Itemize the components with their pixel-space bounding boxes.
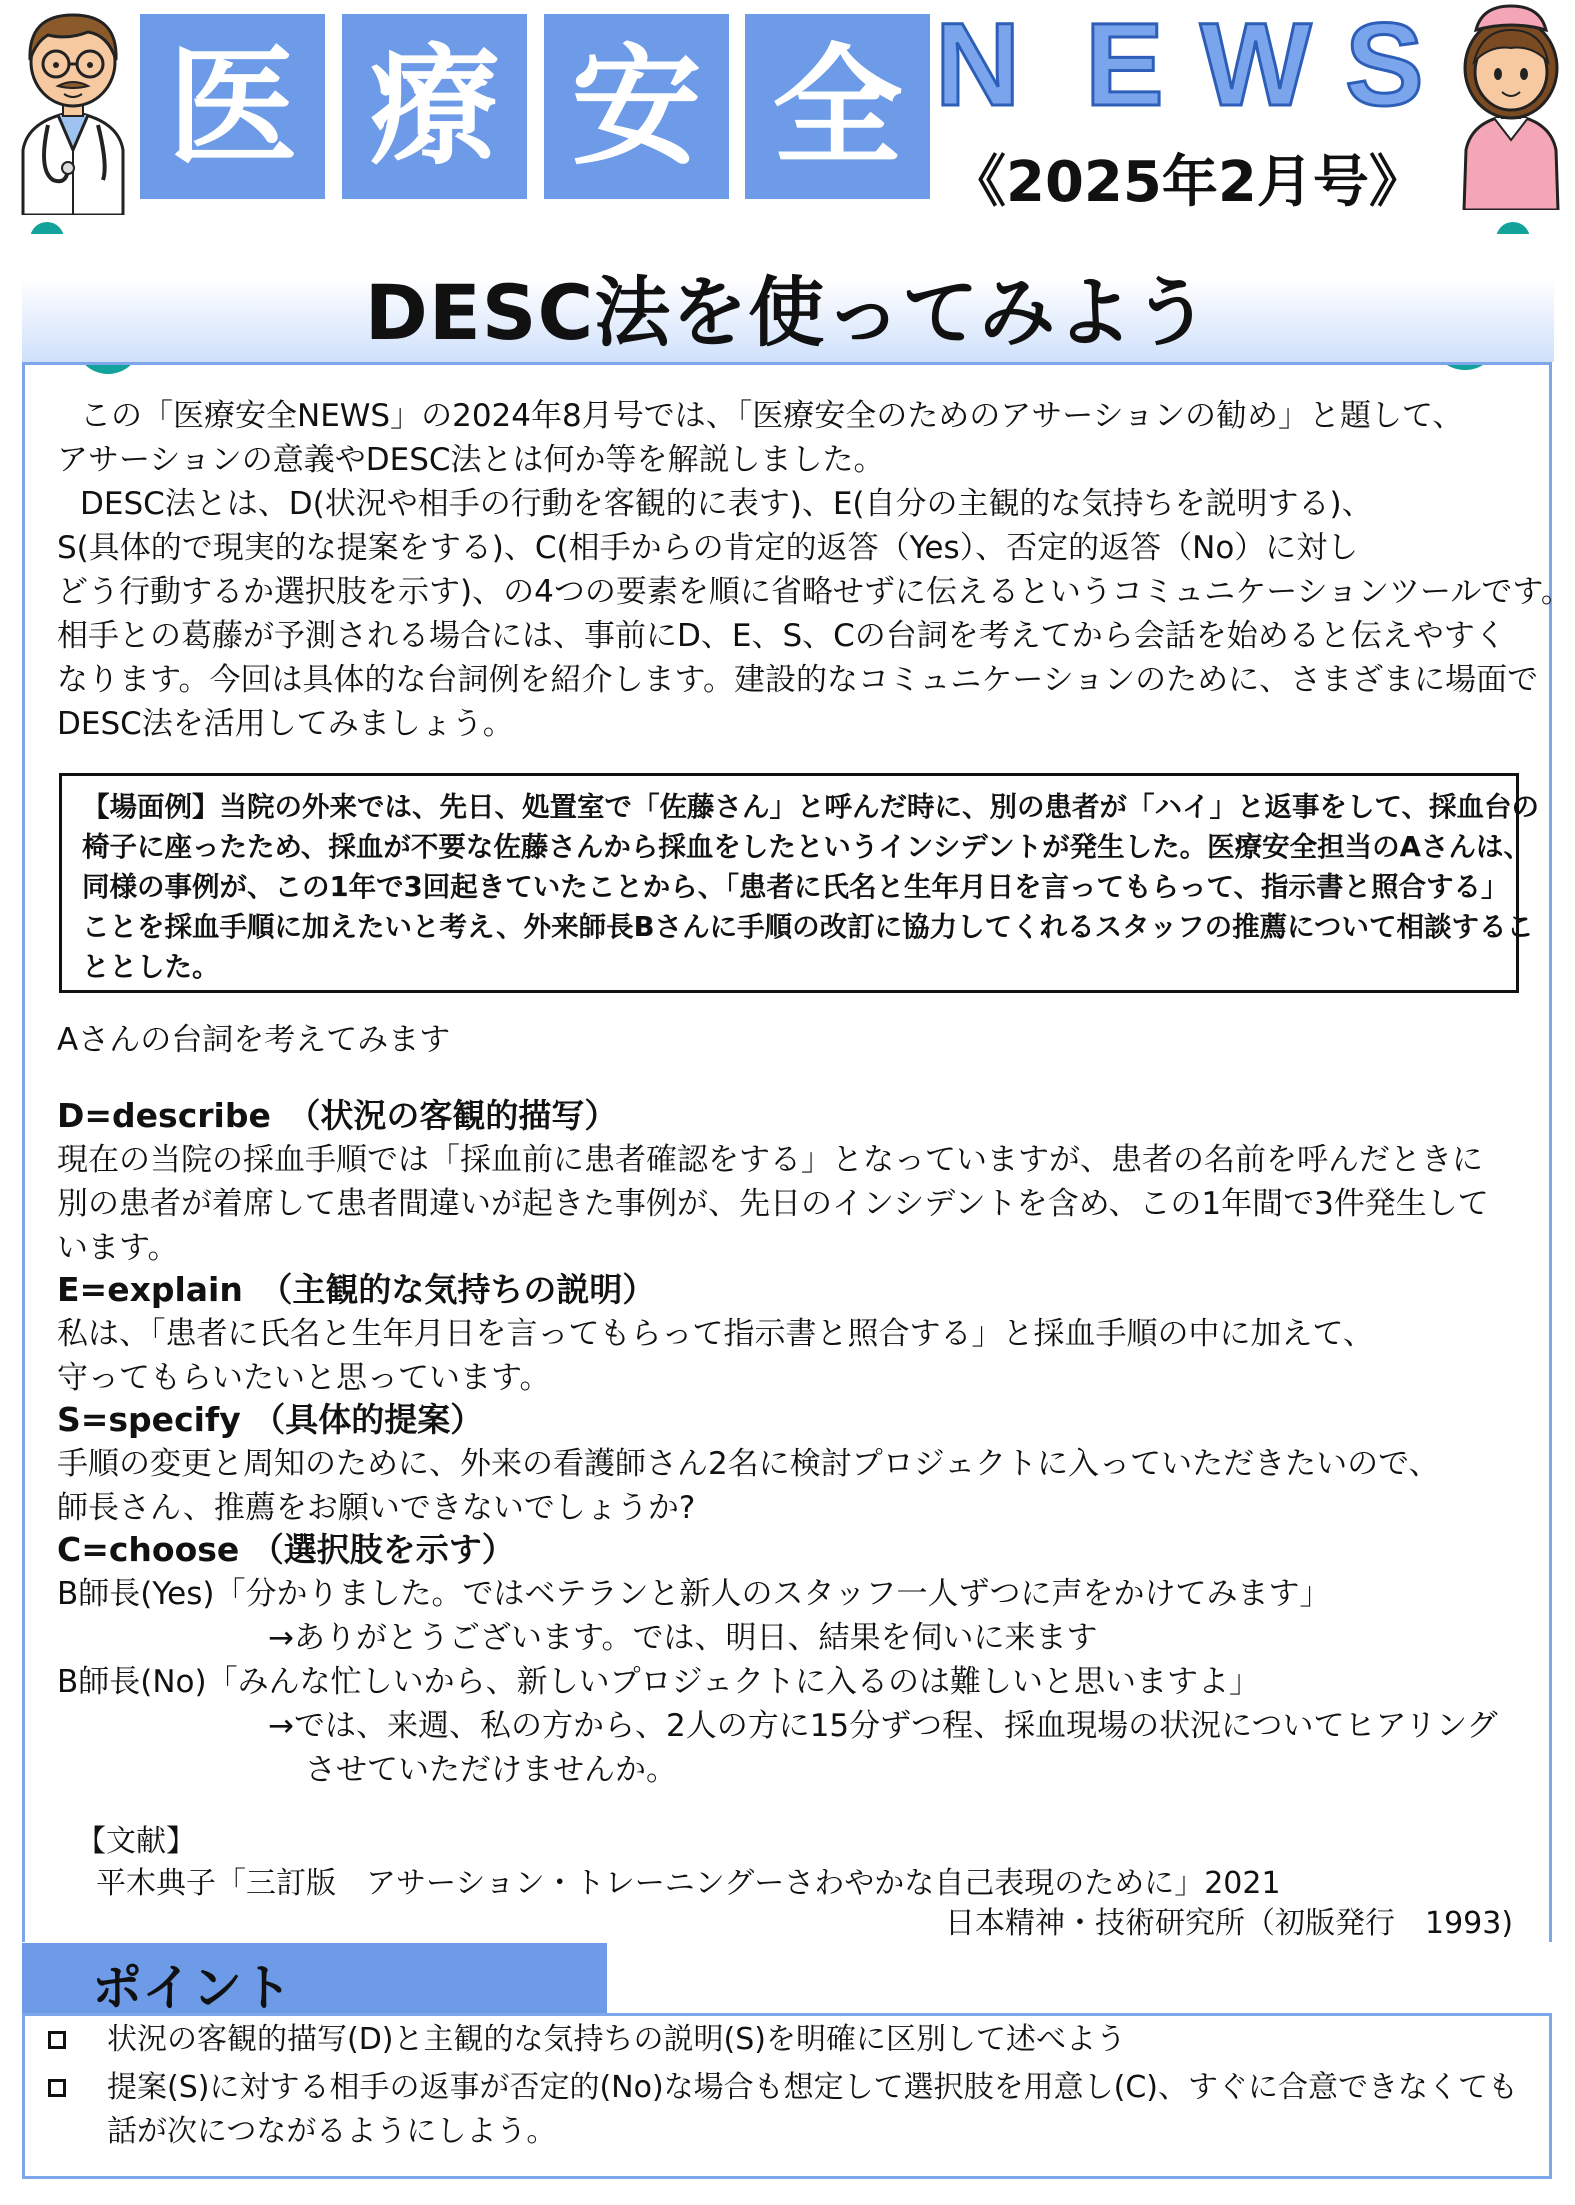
news-letter-n: N — [935, 0, 1021, 131]
title-char-2: 療 — [342, 14, 527, 199]
intro-line: S(具体的で現実的な提案をする)、C(相手からの肯定的返答（Yes）、否定的返答（No）に対し — [57, 530, 1359, 566]
intro-line: DESC法とは、D(状況や相手の行動を客観的に表す)、E(自分の主観的な気持ちを説明する)、 — [80, 486, 1373, 522]
e-line: 守ってもらいたいと思っています。 — [57, 1360, 551, 1396]
d-line: います。 — [57, 1230, 179, 1266]
headline: DESC法を使ってみよう — [364, 268, 1211, 357]
news-letter-e: E — [1085, 0, 1164, 131]
point-item-2: 提案(S)に対する相手の返事が否定的(No)な場合も想定して選択肢を用意し(C)、すぐに合意できなくても — [107, 2070, 1519, 2105]
title-char-4: 全 — [745, 14, 930, 199]
c-heading: C=choose （選択肢を示す） — [57, 1530, 515, 1569]
title-char-3: 安 — [544, 14, 729, 199]
s-heading: S=specify （具体的提案） — [57, 1400, 484, 1439]
s-line: 手順の変更と周知のために、外来の看護師さん2名に検討プロジェクトに入っていただきたいので、 — [57, 1446, 1440, 1482]
nurse-illustration — [1452, 0, 1570, 210]
e-line: 私は、「患者に氏名と生年月日を言ってもらって指示書と照合する」と採血手順の中に加えて、 — [57, 1316, 1374, 1352]
c-no-line: B師長(No)「みんな忙しいから、新しいプロジェクトに入るのは難しいと思いますよ」 — [57, 1664, 1260, 1700]
d-heading: D=describe （状況の客観的描写） — [57, 1096, 618, 1135]
e-heading: E=explain （主観的な気持ちの説明） — [57, 1270, 656, 1309]
c-yes-reply: →ありがとうございます。では、明日、結果を伺いに来ます — [268, 1620, 1098, 1656]
intro-line: DESC法を活用してみましょう。 — [57, 706, 514, 742]
c-yes-line: B師長(Yes)「分かりました。ではベテランと新人のスタッフ一人ずつに声をかけてみます」 — [57, 1576, 1331, 1612]
news-letter-w: W — [1200, 0, 1312, 131]
scene-line: 同様の事例が、この1年で3回起きていたことから、「患者に氏名と生年月日を言ってもらって、指示書と照合する」 — [82, 871, 1509, 903]
point-item-2-cont: 話が次につながるようにしよう。 — [107, 2114, 557, 2149]
scene-line: 【場面例】当院の外来では、先日、処置室で「佐藤さん」と呼んだ時に、別の患者が「ハイ」と返事をして、採血台の — [82, 791, 1539, 823]
intro-line: アサーションの意義やDESC法とは何か等を解説しました。 — [57, 442, 885, 478]
point-item-1: 状況の客観的描写(D)と主観的な気持ちの説明(S)を明確に区別して述べよう — [107, 2022, 1126, 2057]
intro-line: なります。今回は具体的な台詞例を紹介します。建設的なコミュニケーションのために、さまざまに場面で — [57, 662, 1539, 698]
issue-date: 《2025年2月号》 — [950, 150, 1425, 215]
c-no-reply-cont: させていただけませんか。 — [305, 1752, 677, 1788]
s-line: 師長さん、推薦をお願いできないでしょうか? — [57, 1490, 696, 1526]
checkbox-icon — [48, 2031, 66, 2049]
scene-example-box — [59, 773, 1539, 993]
scene-line: ととした。 — [82, 951, 220, 983]
intro-line: 相手との葛藤が予測される場合には、事前にD、E、S、Cの台詞を考えてから会話を始めると伝えやすく — [57, 618, 1506, 654]
reference-citation: 平木典子「三訂版 アサーション・トレーニングーさわやかな自己表現のために」2021 — [96, 1866, 1281, 1901]
news-letter-s: S — [1345, 0, 1424, 131]
reference-label: 【文献】 — [76, 1824, 196, 1859]
scene-line: ことを採血手順に加えたいと考え、外来師長Bさんに手順の改訂に協力してくれるスタッフの推薦について相談するこ — [82, 911, 1535, 943]
intro-line: この「医療安全NEWS」の2024年8月号では、「医療安全のためのアサーションの勧め」と題して、 — [80, 398, 1464, 434]
lead-text: Aさんの台詞を考えてみます — [57, 1022, 451, 1058]
checkbox-icon — [48, 2079, 66, 2097]
scene-line: 椅子に座ったため、採血が不要な佐藤さんから採血をしたというインシデントが発生した。医療安全担当のAさんは、 — [82, 831, 1531, 863]
d-line: 現在の当院の採血手順では「採血前に患者確認をする」となっていますが、患者の名前を呼んだときに — [57, 1142, 1483, 1178]
doctor-illustration — [8, 0, 138, 215]
intro-line: どう行動するか選択肢を示す)、の4つの要素を順に省略せずに伝えるというコミュニケーションツールです。 — [57, 574, 1572, 610]
title-char-1: 医 — [140, 14, 325, 199]
c-no-reply: →では、来週、私の方から、2人の方に15分ずつ程、採血現場の状況についてヒアリング — [268, 1708, 1498, 1744]
reference-publisher: 日本精神・技術研究所（初版発行 1993) — [945, 1906, 1514, 1941]
d-line: 別の患者が着席して患者間違いが起きた事例が、先日のインシデントを含め、この1年間で3件発生して — [57, 1186, 1489, 1222]
points-title: ポイント — [92, 1959, 292, 2017]
